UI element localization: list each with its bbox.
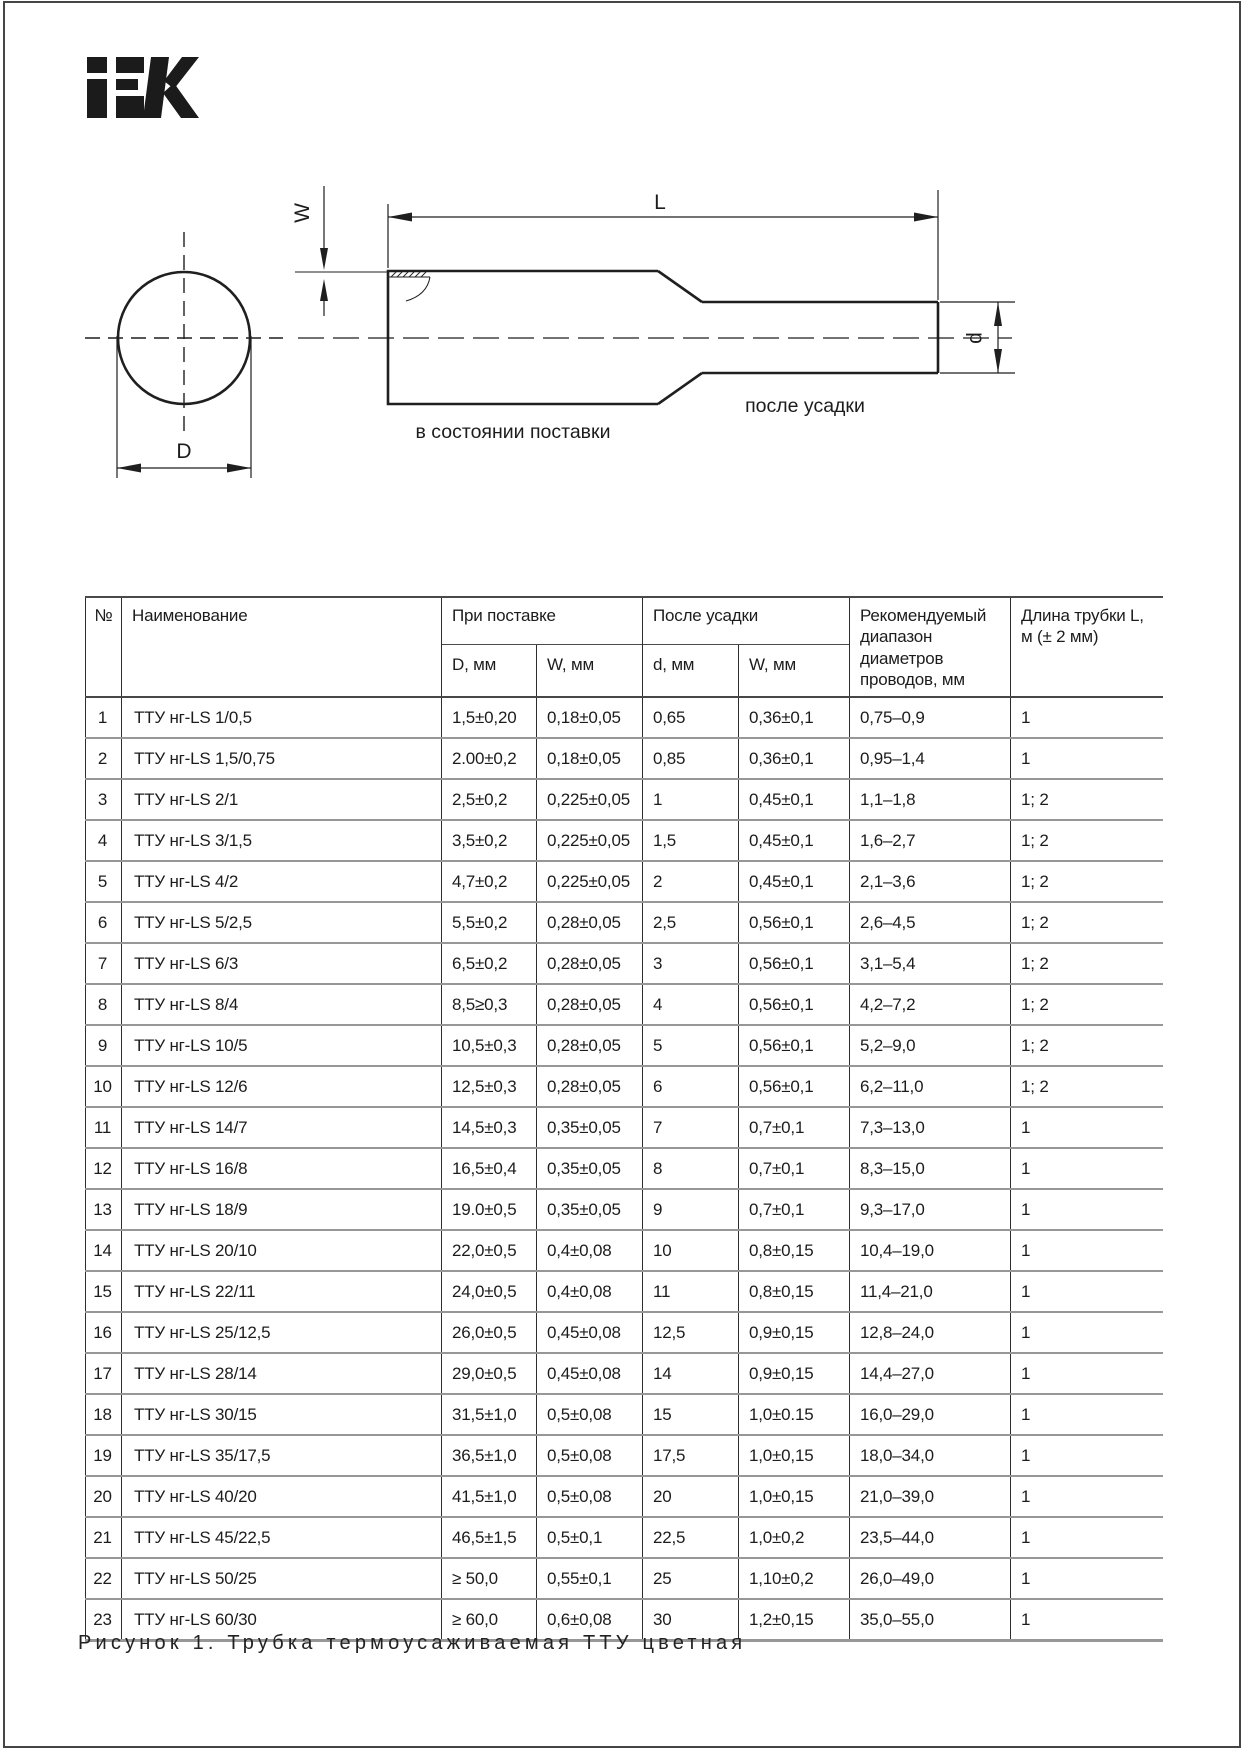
d-arrow-left-icon [117, 464, 141, 473]
table-row [86, 984, 1163, 1025]
table-row [86, 1558, 1163, 1599]
table-cell: 0,28±0,05 [537, 1025, 643, 1066]
label-L: L [654, 191, 666, 214]
table-row [86, 820, 1163, 861]
table-cell: 16,5±0,4 [442, 1148, 537, 1189]
table-cell: 2,6–4,5 [850, 902, 1011, 943]
label-D: D [176, 440, 192, 463]
table-cell: 26,0–49,0 [850, 1558, 1011, 1599]
table-cell: 1; 2 [1011, 1025, 1163, 1066]
table-cell: ТТУ нг-LS 1/0,5 [122, 697, 442, 738]
table-cell: 15 [86, 1271, 122, 1312]
table-cell: 0,225±0,05 [537, 820, 643, 861]
table-cell: 8,5≥0,3 [442, 984, 537, 1025]
table-cell: 12,5 [643, 1312, 739, 1353]
table-cell: ТТУ нг-LS 8/4 [122, 984, 442, 1025]
table-cell: 21,0–39,0 [850, 1476, 1011, 1517]
table-cell: 0,225±0,05 [537, 861, 643, 902]
table-cell: 0,56±0,1 [739, 1025, 850, 1066]
table-cell: 1 [643, 779, 739, 820]
table-cell: 21 [86, 1517, 122, 1558]
table-cell: 5,2–9,0 [850, 1025, 1011, 1066]
w-arrow-up-icon [320, 279, 328, 301]
table-cell: 2.00±0,2 [442, 738, 537, 779]
tube-diagram [0, 0, 1244, 520]
table-cell: 1 [1011, 1312, 1163, 1353]
table-cell: 12,5±0,3 [442, 1066, 537, 1107]
table-cell: 0,8±0,15 [739, 1230, 850, 1271]
table-cell: 6 [86, 902, 122, 943]
table-cell: 15 [643, 1394, 739, 1435]
table-cell: ТТУ нг-LS 2/1 [122, 779, 442, 820]
table-cell: 0,18±0,05 [537, 697, 643, 738]
table-cell: 10,4–19,0 [850, 1230, 1011, 1271]
table-cell: 3 [86, 779, 122, 820]
table-cell: ТТУ нг-LS 35/17,5 [122, 1435, 442, 1476]
table-cell: 0,45±0,1 [739, 779, 850, 820]
table-cell: 0,5±0,1 [537, 1517, 643, 1558]
table-cell: 0,56±0,1 [739, 943, 850, 984]
table-cell: 1 [1011, 1353, 1163, 1394]
table-cell: 1 [1011, 1230, 1163, 1271]
header-name: Наименование [122, 597, 442, 697]
table-cell: ТТУ нг-LS 10/5 [122, 1025, 442, 1066]
table-cell: ТТУ нг-LS 25/12,5 [122, 1312, 442, 1353]
table-cell: ТТУ нг-LS 60/30 [122, 1599, 442, 1641]
table-cell: ТТУ нг-LS 28/14 [122, 1353, 442, 1394]
table-cell: 1; 2 [1011, 1066, 1163, 1107]
table-cell: 6,2–11,0 [850, 1066, 1011, 1107]
table-cell: 14 [86, 1230, 122, 1271]
table-cell: 14,4–27,0 [850, 1353, 1011, 1394]
table-cell: 0,35±0,05 [537, 1107, 643, 1148]
table-cell: 1,0±0,2 [739, 1517, 850, 1558]
table-cell: 0,36±0,1 [739, 697, 850, 738]
table-row [86, 779, 1163, 820]
table-cell: 1; 2 [1011, 861, 1163, 902]
table-cell: 46,5±1,5 [442, 1517, 537, 1558]
table-cell: 1 [1011, 1271, 1163, 1312]
table-cell: 17 [86, 1353, 122, 1394]
table-row [86, 1435, 1163, 1476]
table-cell: 0,8±0,15 [739, 1271, 850, 1312]
table-cell: ≥ 60,0 [442, 1599, 537, 1641]
table-cell: 0,225±0,05 [537, 779, 643, 820]
table-cell: 18 [86, 1394, 122, 1435]
table-header-row [86, 597, 1163, 645]
header-after-shrink: После усадки [643, 597, 850, 645]
table-row [86, 943, 1163, 984]
table-cell: ТТУ нг-LS 5/2,5 [122, 902, 442, 943]
l-arrow-right-icon [914, 213, 938, 222]
table-cell: 0,35±0,05 [537, 1148, 643, 1189]
table-cell: 11 [86, 1107, 122, 1148]
table-cell: 5,5±0,2 [442, 902, 537, 943]
table-cell: 8 [643, 1148, 739, 1189]
table-cell: ТТУ нг-LS 18/9 [122, 1189, 442, 1230]
table-cell: 20 [86, 1476, 122, 1517]
table-cell: 0,7±0,1 [739, 1107, 850, 1148]
table-cell: 4,7±0,2 [442, 861, 537, 902]
table-row [86, 1066, 1163, 1107]
table-row [86, 1394, 1163, 1435]
table-row [86, 902, 1163, 943]
table-cell: 3,5±0,2 [442, 820, 537, 861]
table-cell: 0,35±0,05 [537, 1189, 643, 1230]
table-cell: 19 [86, 1435, 122, 1476]
table-cell: ТТУ нг-LS 4/2 [122, 861, 442, 902]
table-cell: 35,0–55,0 [850, 1599, 1011, 1641]
table-cell: 1,0±0,15 [739, 1476, 850, 1517]
table-cell: ТТУ нг-LS 22/11 [122, 1271, 442, 1312]
table-cell: 1 [1011, 1189, 1163, 1230]
table-cell: 0,7±0,1 [739, 1148, 850, 1189]
table-cell: 13 [86, 1189, 122, 1230]
table-cell: 1 [1011, 1394, 1163, 1435]
table-cell: 1,10±0,2 [739, 1558, 850, 1599]
table-cell: 16,0–29,0 [850, 1394, 1011, 1435]
table-cell: 0,4±0,08 [537, 1230, 643, 1271]
table-cell: 1; 2 [1011, 820, 1163, 861]
table-cell: 1 [1011, 1558, 1163, 1599]
table-cell: 12,8–24,0 [850, 1312, 1011, 1353]
table-cell: 7 [86, 943, 122, 984]
table-cell: ТТУ нг-LS 1,5/0,75 [122, 738, 442, 779]
table-cell: 16 [86, 1312, 122, 1353]
table-cell: 12 [86, 1148, 122, 1189]
w-arrow-down-icon [320, 248, 328, 270]
table-cell: 1; 2 [1011, 779, 1163, 820]
table-cell: 0,65 [643, 697, 739, 738]
table-cell: 6 [643, 1066, 739, 1107]
table-row [86, 1148, 1163, 1189]
table-row [86, 1189, 1163, 1230]
table-cell: 2,1–3,6 [850, 861, 1011, 902]
header-wire-range: Рекомендуемый диапазон диаметров проводов, мм [850, 597, 1011, 697]
table-cell: 7,3–13,0 [850, 1107, 1011, 1148]
table-cell: 1 [1011, 1148, 1163, 1189]
table-cell: 0,56±0,1 [739, 902, 850, 943]
table-cell: 0,56±0,1 [739, 1066, 850, 1107]
table-cell: 1 [1011, 697, 1163, 738]
table-cell: 0,75–0,9 [850, 697, 1011, 738]
table-cell: 36,5±1,0 [442, 1435, 537, 1476]
table-cell: 0,45±0,08 [537, 1353, 643, 1394]
table-cell: ТТУ нг-LS 40/20 [122, 1476, 442, 1517]
table-cell: 7 [643, 1107, 739, 1148]
table-cell: 1 [1011, 1107, 1163, 1148]
header-W-mm-delivery: W, мм [537, 645, 643, 698]
label-small-d: d [963, 332, 987, 344]
table-cell: ТТУ нг-LS 16/8 [122, 1148, 442, 1189]
table-cell: 2 [643, 861, 739, 902]
table-row [86, 1230, 1163, 1271]
header-d-mm: d, мм [643, 645, 739, 698]
table-cell: 0,28±0,05 [537, 902, 643, 943]
table-cell: 18,0–34,0 [850, 1435, 1011, 1476]
table-cell: 1 [1011, 1517, 1163, 1558]
table-cell: 2,5 [643, 902, 739, 943]
table-cell: 1 [86, 697, 122, 738]
label-W: W [291, 203, 314, 223]
table-cell: 23 [86, 1599, 122, 1641]
table-cell: ТТУ нг-LS 20/10 [122, 1230, 442, 1271]
table-cell: 1,1–1,8 [850, 779, 1011, 820]
table-cell: 26,0±0,5 [442, 1312, 537, 1353]
table-cell: 0,9±0,15 [739, 1353, 850, 1394]
table-cell: 5 [643, 1025, 739, 1066]
table-cell: 22,0±0,5 [442, 1230, 537, 1271]
table-cell: 1 [1011, 1435, 1163, 1476]
table-cell: 2,5±0,2 [442, 779, 537, 820]
table-cell: 9,3–17,0 [850, 1189, 1011, 1230]
table-cell: 8 [86, 984, 122, 1025]
table-cell: 0,45±0,1 [739, 820, 850, 861]
table-cell: 9 [643, 1189, 739, 1230]
table-cell: 11 [643, 1271, 739, 1312]
table-cell: 0,28±0,05 [537, 943, 643, 984]
table-cell: 17,5 [643, 1435, 739, 1476]
table-cell: 1,6–2,7 [850, 820, 1011, 861]
table-row [86, 1517, 1163, 1558]
table-cell: 10,5±0,3 [442, 1025, 537, 1066]
table-cell: 9 [86, 1025, 122, 1066]
table-cell: 1; 2 [1011, 902, 1163, 943]
table-row [86, 1476, 1163, 1517]
table-cell: 0,28±0,05 [537, 1066, 643, 1107]
table-row [86, 697, 1163, 738]
table-cell: 0,45±0,1 [739, 861, 850, 902]
table-row [86, 1271, 1163, 1312]
table-cell: 1; 2 [1011, 984, 1163, 1025]
table-cell: 30 [643, 1599, 739, 1641]
table-cell: 6,5±0,2 [442, 943, 537, 984]
header-num: № [86, 597, 122, 697]
table-cell: 0,6±0,08 [537, 1599, 643, 1641]
small-d-arrow-up-icon [994, 302, 1002, 326]
table-cell: 14,5±0,3 [442, 1107, 537, 1148]
table-cell: 22 [86, 1558, 122, 1599]
table-cell: 0,9±0,15 [739, 1312, 850, 1353]
table-cell: 4,2–7,2 [850, 984, 1011, 1025]
table-row [86, 861, 1163, 902]
figure-caption: Рисунок 1. Трубка термоусаживаемая ТТУ цветная [78, 1632, 747, 1654]
header-at-delivery: При поставке [442, 597, 643, 645]
table-cell: 0,55±0,1 [537, 1558, 643, 1599]
label-supplied-state: в состоянии поставки [415, 421, 611, 443]
table-row [86, 1312, 1163, 1353]
table-cell: 0,45±0,08 [537, 1312, 643, 1353]
table-cell: 1 [1011, 1599, 1163, 1641]
table-cell: 0,5±0,08 [537, 1394, 643, 1435]
table-row [86, 738, 1163, 779]
table-cell: 0,28±0,05 [537, 984, 643, 1025]
table-cell: 0,36±0,1 [739, 738, 850, 779]
taper-bottom-line [658, 373, 702, 404]
table-cell: ТТУ нг-LS 30/15 [122, 1394, 442, 1435]
table-cell: 1,0±0.15 [739, 1394, 850, 1435]
table-row [86, 1353, 1163, 1394]
table-cell: 1,5 [643, 820, 739, 861]
table-cell: 0,7±0,1 [739, 1189, 850, 1230]
table-cell: 11,4–21,0 [850, 1271, 1011, 1312]
table-cell: 41,5±1,0 [442, 1476, 537, 1517]
table-row [86, 1025, 1163, 1066]
table-cell: 4 [643, 984, 739, 1025]
table-cell: 19.0±0,5 [442, 1189, 537, 1230]
table-cell: 1,0±0,15 [739, 1435, 850, 1476]
d-arrow-right-icon [227, 464, 251, 473]
spec-table [85, 596, 1163, 1642]
table-cell: 1 [1011, 1476, 1163, 1517]
header-D-mm: D, мм [442, 645, 537, 698]
table-cell: 0,5±0,08 [537, 1476, 643, 1517]
table-cell: 8,3–15,0 [850, 1148, 1011, 1189]
table-cell: 0,5±0,08 [537, 1435, 643, 1476]
header-tube-length: Длина трубки L, м (± 2 мм) [1011, 597, 1163, 697]
table-cell: 5 [86, 861, 122, 902]
table-cell: 2 [86, 738, 122, 779]
table-cell: 4 [86, 820, 122, 861]
table-cell: 1,5±0,20 [442, 697, 537, 738]
table-cell: ≥ 50,0 [442, 1558, 537, 1599]
table-cell: ТТУ нг-LS 3/1,5 [122, 820, 442, 861]
table-cell: 3,1–5,4 [850, 943, 1011, 984]
table-cell: ТТУ нг-LS 14/7 [122, 1107, 442, 1148]
table-cell: 14 [643, 1353, 739, 1394]
table-cell: 1; 2 [1011, 943, 1163, 984]
table-cell: 29,0±0,5 [442, 1353, 537, 1394]
table-cell: 1,2±0,15 [739, 1599, 850, 1641]
table-cell: 31,5±1,0 [442, 1394, 537, 1435]
wall-cutaway-curve [406, 277, 430, 301]
header-W-mm-shrink: W, мм [739, 645, 850, 698]
small-d-arrow-down-icon [994, 349, 1002, 373]
table-cell: 3 [643, 943, 739, 984]
table-cell: ТТУ нг-LS 12/6 [122, 1066, 442, 1107]
table-cell: ТТУ нг-LS 50/25 [122, 1558, 442, 1599]
l-arrow-left-icon [388, 213, 412, 222]
table-cell: 0,18±0,05 [537, 738, 643, 779]
taper-top-line [658, 271, 702, 302]
table-cell: 0,56±0,1 [739, 984, 850, 1025]
table-cell: ТТУ нг-LS 6/3 [122, 943, 442, 984]
label-after-shrink: после усадки [745, 395, 865, 417]
table-cell: 0,4±0,08 [537, 1271, 643, 1312]
table-cell: 10 [86, 1066, 122, 1107]
table-cell: 22,5 [643, 1517, 739, 1558]
table-cell: 23,5–44,0 [850, 1517, 1011, 1558]
table-body [86, 697, 1163, 1641]
table-row [86, 1107, 1163, 1148]
table-cell: 1 [1011, 738, 1163, 779]
table-cell: 24,0±0,5 [442, 1271, 537, 1312]
table-cell: 0,95–1,4 [850, 738, 1011, 779]
table-cell: 20 [643, 1476, 739, 1517]
table-cell: 10 [643, 1230, 739, 1271]
table-cell: ТТУ нг-LS 45/22,5 [122, 1517, 442, 1558]
table-cell: 25 [643, 1558, 739, 1599]
table-cell: 0,85 [643, 738, 739, 779]
